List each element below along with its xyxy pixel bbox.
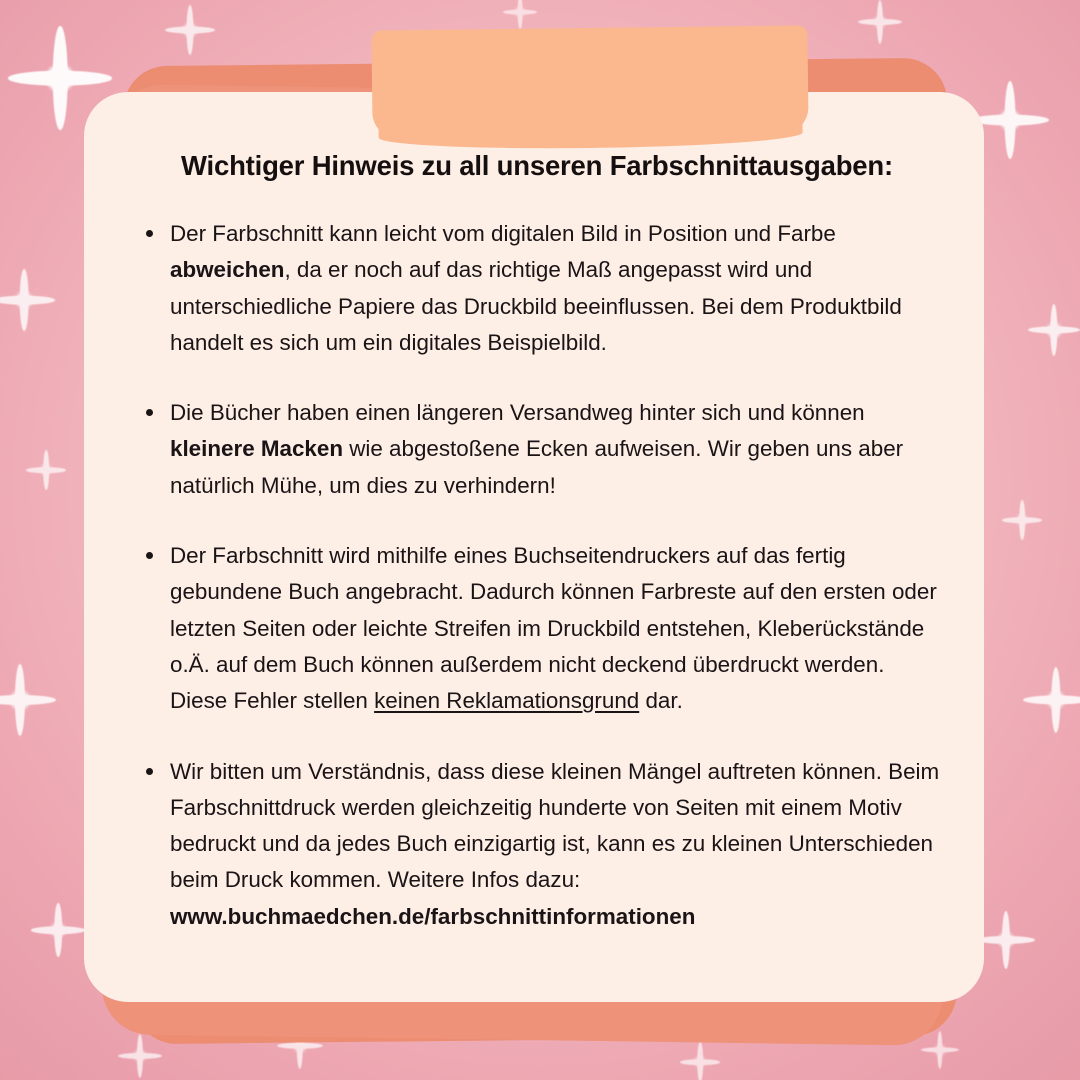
body-text: dar. (639, 688, 683, 714)
body-text: wie abgestoßene Ecken aufweisen. Wir geben uns aber natürlich Mühe, um dies zu verhindern! (170, 436, 904, 498)
sparkle-core (184, 24, 197, 37)
sparkle-core (1047, 691, 1064, 708)
sparkle-icon (1002, 500, 1042, 540)
sparkle-core (695, 1057, 705, 1067)
body-text: , da er noch auf das richtige Maß angepasst wird und unterschiedliche Papiere das Druckbild beeinflussen. Bei dem Produktbild handelt es sich um ein digitales Beispielbild. (170, 257, 902, 355)
sparkle-core (516, 8, 525, 17)
bullet-versandweg (134, 395, 940, 504)
sparkle-core (11, 691, 30, 710)
sparkle-core (134, 1050, 145, 1061)
sparkle-core (16, 292, 32, 308)
note-content (84, 92, 984, 1002)
bullet-verstaendnis (134, 754, 940, 935)
sparkle-core (1017, 515, 1027, 525)
bullet-farbabweichung (134, 216, 940, 361)
sparkle-core (935, 1045, 945, 1055)
sparkle-core (998, 932, 1013, 947)
sparkle-icon (680, 1042, 720, 1080)
page-title: Wichtiger Hinweis zu all unseren Farbschnittausgaben: (181, 150, 893, 181)
underlined-text: keinen Reklamationsgrund (374, 688, 640, 714)
emphasis-text: kleinere Macken (170, 436, 344, 462)
sparkle-icon (165, 5, 215, 55)
sparkle-core (41, 465, 51, 475)
body-text: Der Farbschnitt wird mithilfe eines Buchseitendruckers auf das fertig gebundene Buch angebracht. Dadurch können Farbreste auf den ersten oder letzten Seiten oder leichte Streifen im Druckbild entstehen, Kleberückstände o.Ä. auf dem Buch können außerdem nicht deckend überdruckt werden. Diese Fehler stellen (170, 543, 937, 714)
sparkle-core (1047, 323, 1061, 337)
body-text: Wir bitten um Verständnis, dass diese kleinen Mängel auftreten können. Beim Farbschnittdruck werden gleichzeitig hunderte von Seiten mit einem Motiv bedruckt und da jedes Buch einzigartig ist, kann es zu kleinen Unterschieden beim Druck kommen. Weitere Infos dazu: (170, 758, 940, 893)
sparkle-core (874, 16, 885, 27)
sparkle-icon (858, 0, 902, 44)
sparkle-core (46, 64, 73, 91)
sparkle-icon (977, 911, 1035, 969)
sparkle-icon (31, 903, 85, 957)
bullet-buchseitendrucker (134, 538, 940, 719)
website-url[interactable]: www.buchmaedchen.de/farbschnittinformationen (170, 903, 696, 929)
notice-bullet-list (134, 216, 940, 935)
sparkle-core (51, 923, 65, 937)
sparkle-icon (0, 664, 56, 736)
sparkle-core (1000, 110, 1020, 130)
body-text: Die Bücher haben einen längeren Versandweg hinter sich und können (170, 400, 865, 426)
sparkle-icon (26, 450, 66, 490)
sparkle-icon (1023, 667, 1080, 733)
body-text: Der Farbschnitt kann leicht vom digitalen Bild in Position und Farbe (170, 221, 836, 246)
sparkle-icon (0, 269, 55, 331)
sparkle-icon (118, 1034, 162, 1078)
sparkle-icon (921, 1031, 959, 1069)
sparkle-icon (503, 0, 537, 29)
emphasis-text: abweichen (170, 257, 285, 283)
sparkle-icon (1028, 304, 1080, 356)
